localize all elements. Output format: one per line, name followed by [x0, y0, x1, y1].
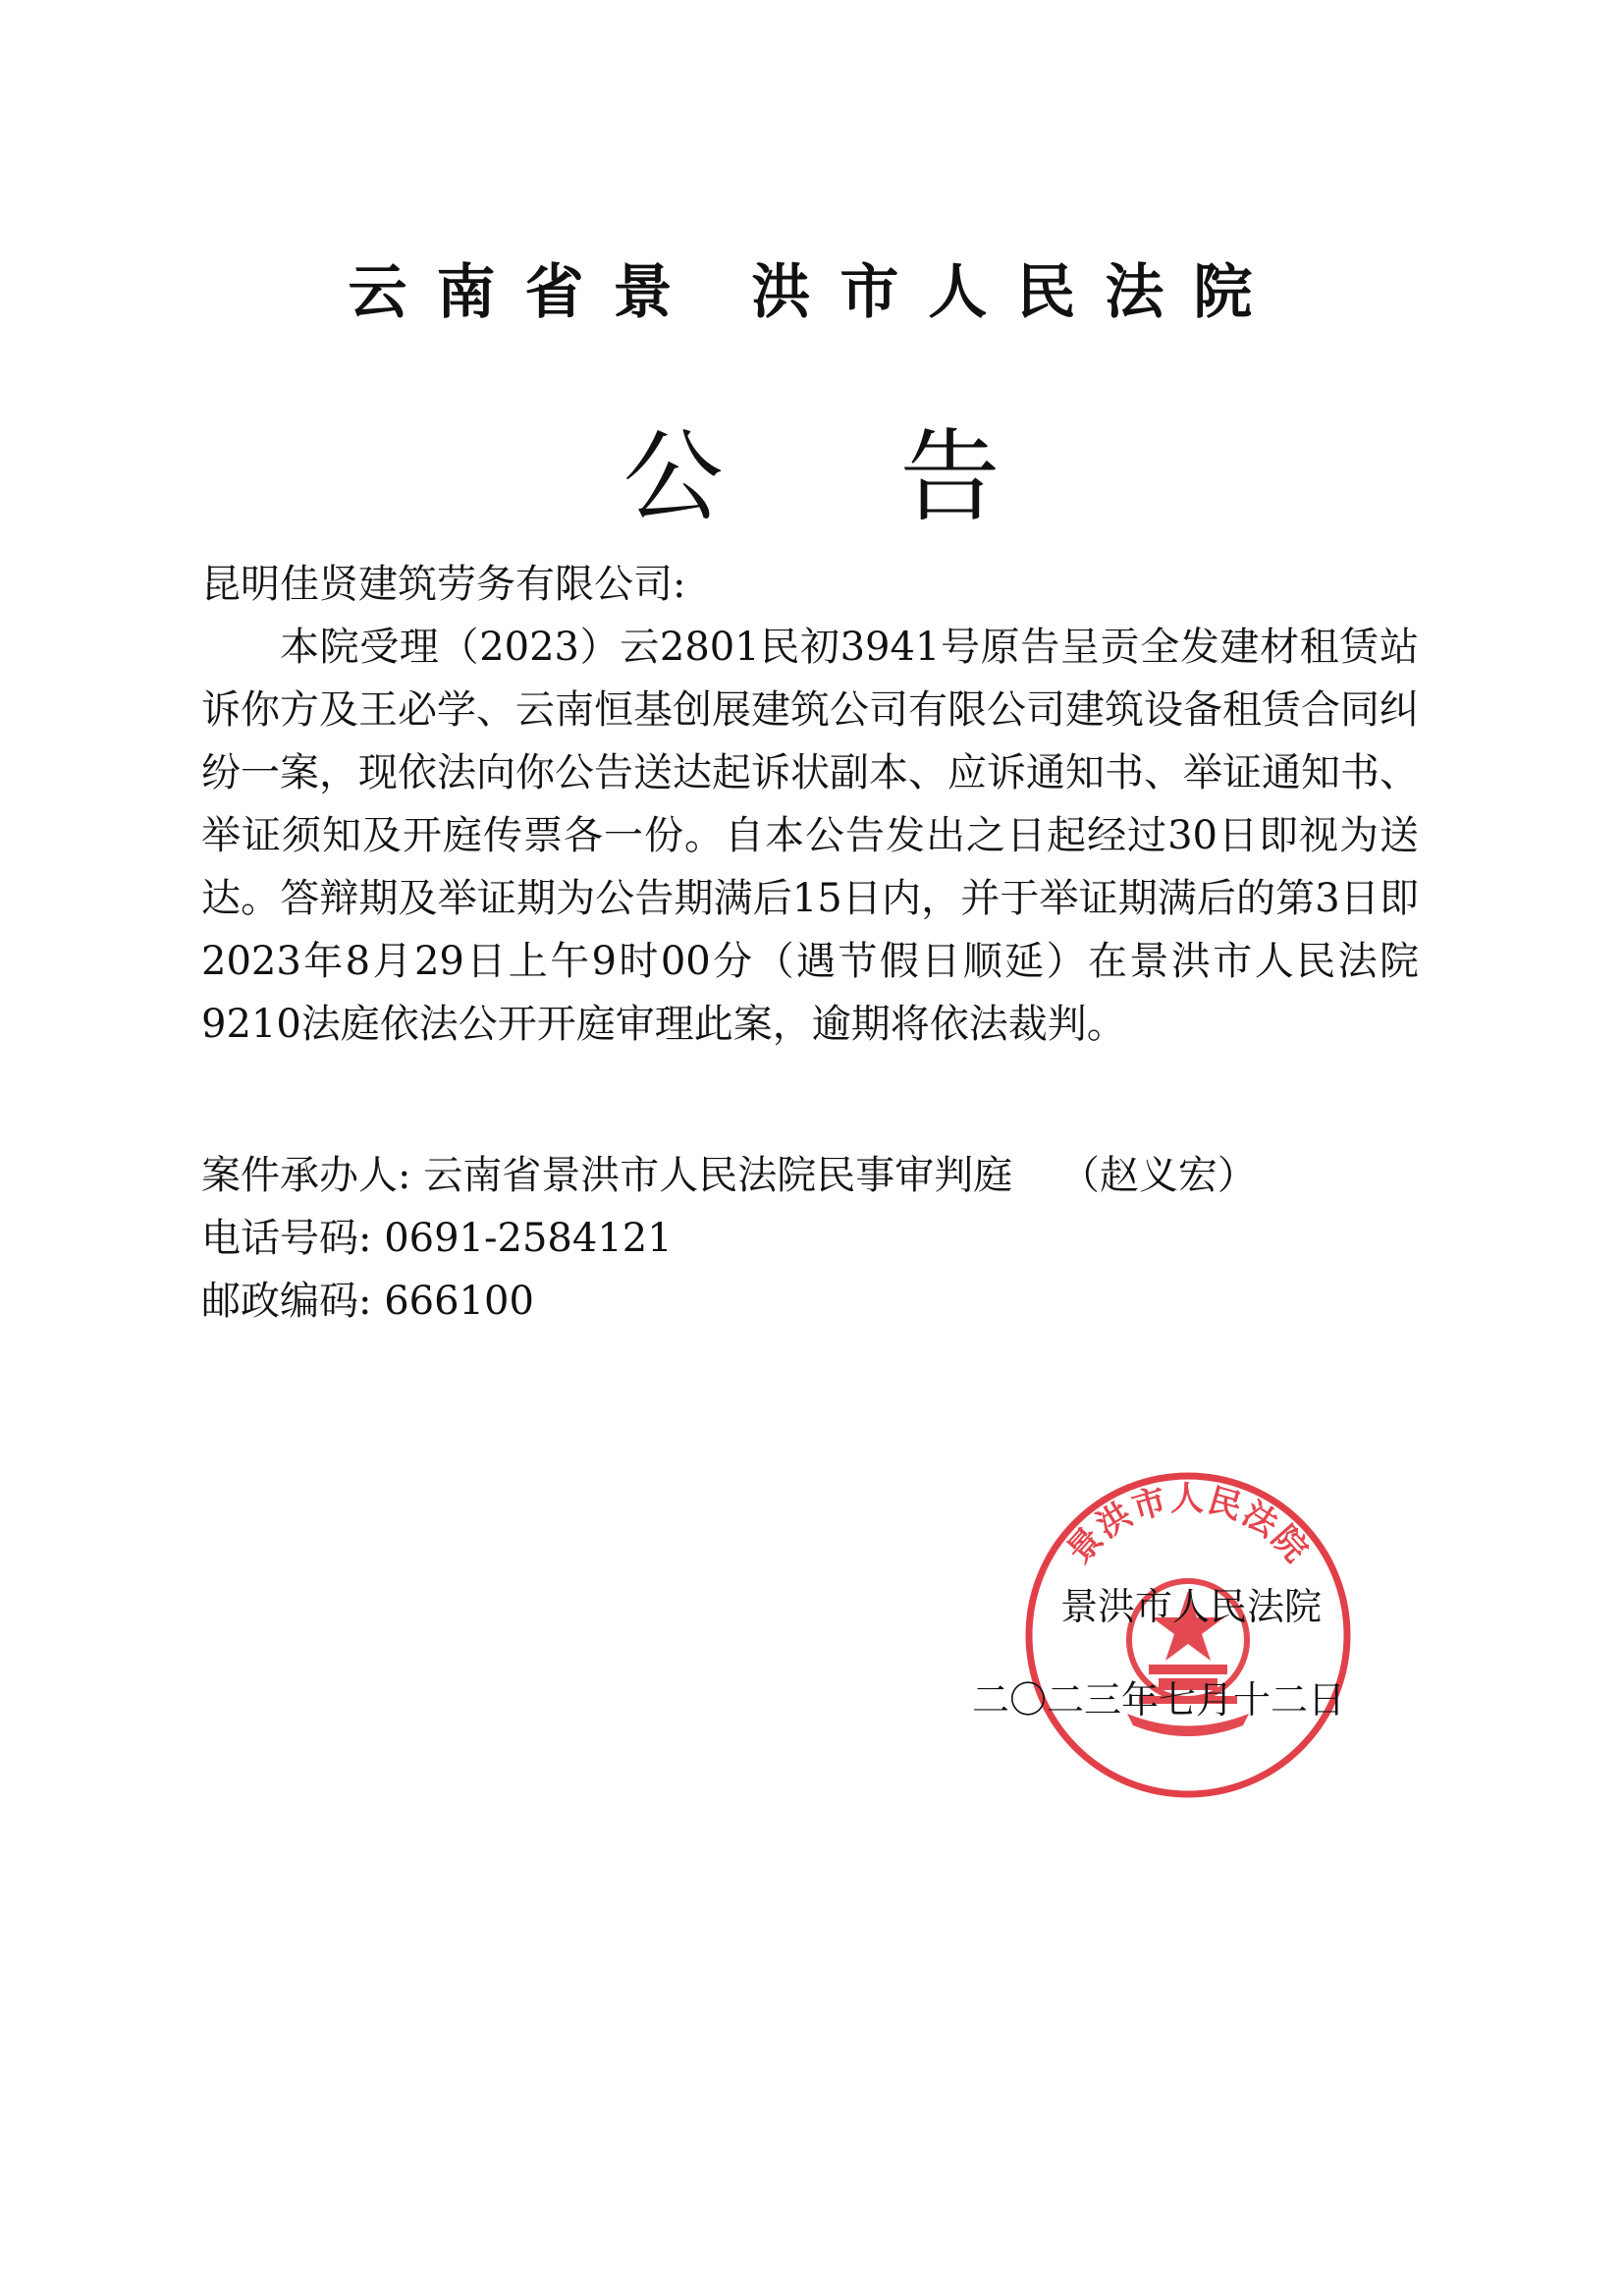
court-seal-icon [1021, 1468, 1355, 1802]
handler-label: 案件承办人: [201, 1153, 411, 1198]
postal-value: 666100 [384, 1279, 534, 1324]
handler-row [201, 1144, 1257, 1207]
recipient: 昆明佳贤建筑劳务有限公司: [201, 562, 686, 607]
contact-block [201, 1144, 1257, 1333]
notice-title: 公告 [622, 419, 1177, 536]
notice-body-paragraph: 本院受理（2023）云2801民初3941号原告呈贡全发建材租赁站诉你方及王必学、云南恒基创展建筑公司有限公司建筑设备租赁合同纠纷一案，现依法向你公告送达起诉状副本、应诉通知书、举证通知书、举证须知及开庭传票各一份。自本公告发出之日起经过30日即视为送达。答辩期及举证期为公告期满后15日内，并于举证期满后的第3日即2023年8月29日上午9时00分（遇节假日顺延）在景洪市人民法院9210法庭依法公开开庭审理此案，逾期将依法裁判。 [201, 625, 1419, 1047]
svg-text:景洪市人民法院 [1059, 1479, 1317, 1570]
notice-body [201, 616, 1419, 1056]
postal-row [201, 1270, 1257, 1333]
signature-court-name: 景洪市人民法院 [1060, 1585, 1323, 1628]
issue-date: 二〇二三年七月十二日 [972, 1678, 1346, 1722]
postal-label: 邮政编码: [201, 1279, 372, 1324]
phone-label: 电话号码: [201, 1216, 372, 1261]
seal-text: 景洪市人民法院 [1059, 1479, 1317, 1571]
handler-value: 云南省景洪市人民法院民事审判庭 [423, 1153, 1013, 1198]
phone-value: 0691-2584121 [384, 1216, 673, 1261]
phone-row [201, 1207, 1257, 1270]
handler-judge: （赵义宏） [1059, 1153, 1257, 1198]
court-name: 云南省景 洪市人民法院 [348, 258, 1282, 327]
